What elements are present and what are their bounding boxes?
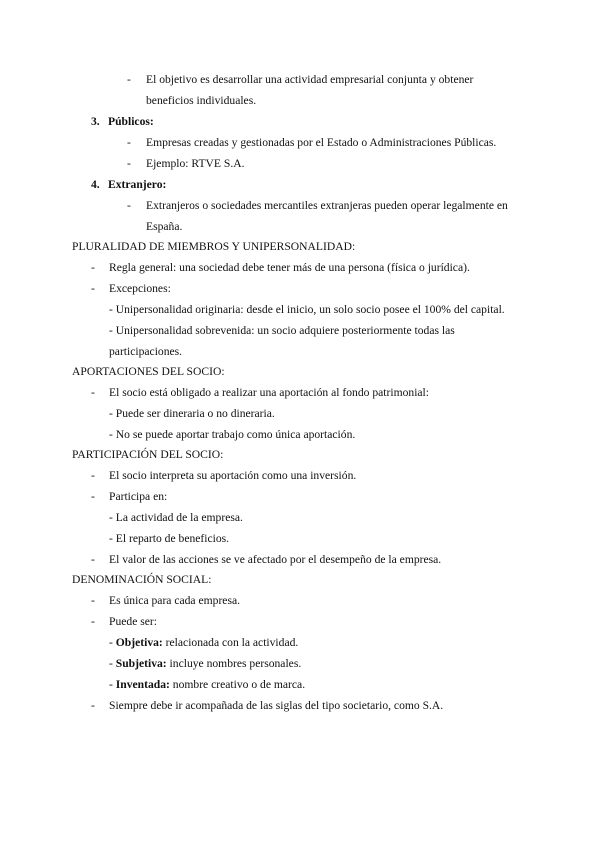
sub-item-term: Inventada: <box>115 678 170 691</box>
bullet-dash: - <box>91 615 95 628</box>
bullet-dash: - <box>91 282 95 295</box>
list-item-text: Regla general: una sociedad debe tener más de una persona (física o jurídica). <box>109 261 470 274</box>
bullet-dash: - <box>127 73 131 86</box>
sub-item-term: Subjetiva: <box>115 657 167 670</box>
sub-item-description: relacionada con la actividad. <box>162 636 299 649</box>
sub-item-text: - La actividad de la empresa. <box>109 511 243 524</box>
list-item-text: El socio está obligado a realizar una aportación al fondo patrimonial: <box>109 386 429 399</box>
bullet-dash: - <box>91 386 95 399</box>
sub-item-text: - Unipersonalidad originaria: desde el inicio, un solo socio posee el 100% del capital. <box>109 303 505 316</box>
sub-item-text: - Puede ser dineraria o no dineraria. <box>109 407 275 420</box>
list-item-text: Siempre debe ir acompañada de las siglas del tipo societario, como S.A. <box>109 699 444 712</box>
sub-item-text: - El reparto de beneficios. <box>109 532 230 545</box>
bullet-dash: - <box>91 553 95 566</box>
list-item-text: Puede ser: <box>109 615 157 628</box>
bullet-dash: - <box>91 261 95 274</box>
list-item-text: Excepciones: <box>109 282 171 295</box>
bullet-dash: - <box>127 157 131 170</box>
list-item-text: beneficios individuales. <box>146 94 257 107</box>
sub-item-text: - No se puede aportar trabajo como única aportación. <box>109 428 356 441</box>
bullet-dash: - <box>127 199 131 212</box>
sub-item-text <box>109 657 301 671</box>
sub-item-prefix: - <box>109 657 116 670</box>
list-item-text: El objetivo es desarrollar una actividad empresarial conjunta y obtener <box>146 73 474 86</box>
sub-item-term: Objetiva: <box>115 636 163 649</box>
bullet-dash: - <box>127 136 131 149</box>
list-title: Extranjero: <box>108 178 167 191</box>
section-heading: APORTACIONES DEL SOCIO: <box>72 365 225 378</box>
section-heading: PLURALIDAD DE MIEMBROS Y UNIPERSONALIDAD: <box>72 240 356 253</box>
list-item-text: Ejemplo: RTVE S.A. <box>146 157 245 170</box>
sub-item-text <box>109 678 305 692</box>
list-item-text: Empresas creadas y gestionadas por el Estado o Administraciones Públicas. <box>146 136 497 149</box>
sub-item-prefix: - <box>109 636 116 649</box>
sub-item-prefix: - <box>109 678 116 691</box>
bullet-dash: - <box>91 490 95 503</box>
bullet-dash: - <box>91 469 95 482</box>
list-number: 3. <box>91 115 100 128</box>
list-item-text: Extranjeros o sociedades mercantiles extranjeras pueden operar legalmente en <box>146 199 508 212</box>
list-number: 4. <box>91 178 100 191</box>
list-item-text: El socio interpreta su aportación como una inversión. <box>109 469 357 482</box>
sub-item-text <box>109 636 298 650</box>
list-item-text: España. <box>146 220 183 233</box>
list-item-text: Participa en: <box>109 490 168 503</box>
sub-item-description: incluye nombres personales. <box>166 657 302 670</box>
section-heading: PARTICIPACIÓN DEL SOCIO: <box>72 448 224 461</box>
sub-item-description: nombre creativo o de marca. <box>169 678 306 691</box>
section-heading: DENOMINACIÓN SOCIAL: <box>72 573 212 586</box>
list-item-text: Es única para cada empresa. <box>109 594 241 607</box>
list-title: Públicos: <box>108 115 154 128</box>
bullet-dash: - <box>91 594 95 607</box>
sub-item-text: participaciones. <box>109 345 183 358</box>
sub-item-text: - Unipersonalidad sobrevenida: un socio adquiere posteriormente todas las <box>109 324 455 337</box>
list-item-text: El valor de las acciones se ve afectado por el desempeño de la empresa. <box>109 553 442 566</box>
bullet-dash: - <box>91 699 95 712</box>
